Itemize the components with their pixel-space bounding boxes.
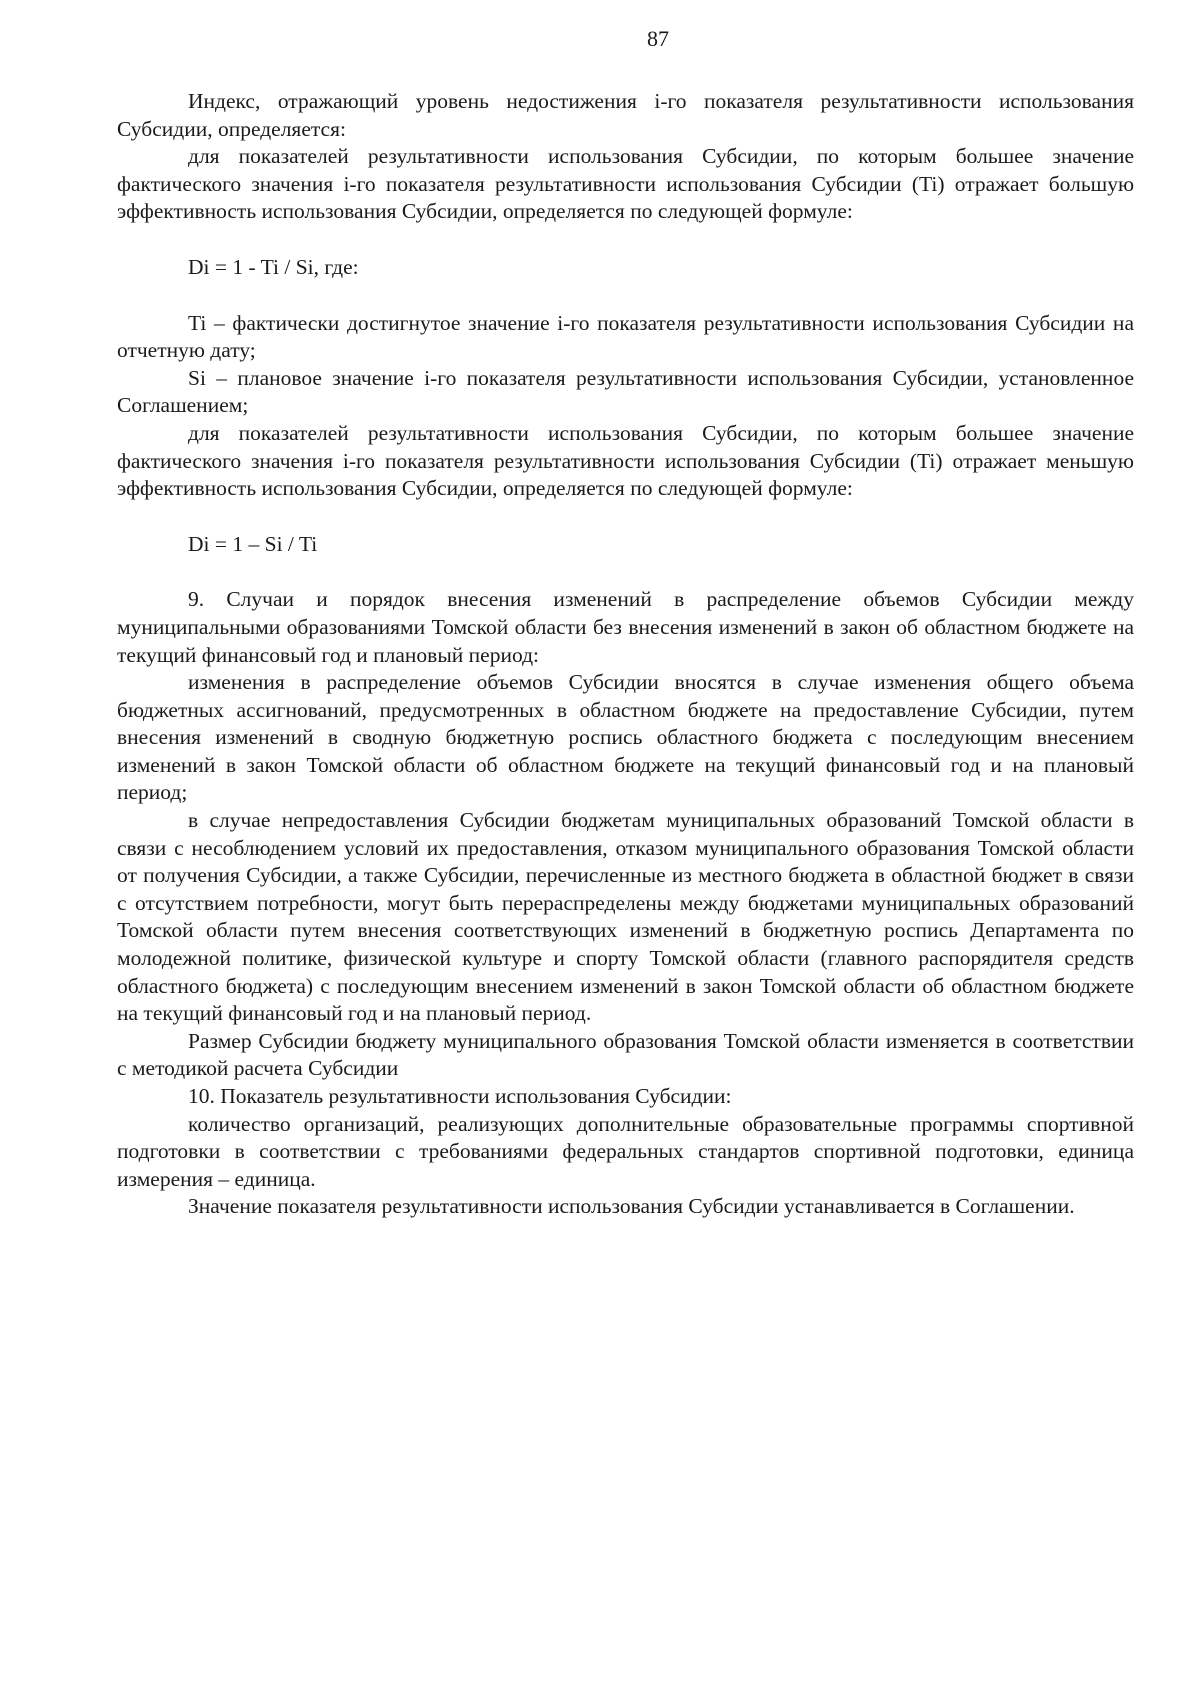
paragraph-changes-distribution: изменения в распределение объемов Субсидии вносятся в случае изменения общего объема бюджетных ассигнований, предусмотренных в областном бюджете на предоставление Субсидии, путем внесения изменений в сводную бюджетную роспись областного бюджета с последующим внесением изменений в закон Томской области об областном бюджете на текущий финансовый год и на плановый период; <box>117 670 1134 805</box>
paragraph-index-definition: Индекс, отражающий уровень недостижения i-го показателя результативности использования Субсидии, определяется: <box>117 89 1134 141</box>
paragraph-greater-efficiency: для показателей результативности использования Субсидии, по которым большее значение фактического значения i-го показателя результативности использования Субсидии (Ti) отражает большую эффективность использования Субсидии, определяется по следующей формуле: <box>117 144 1134 224</box>
document-body <box>117 88 1134 1221</box>
paragraph-indicator-value: Значение показателя результативности использования Субсидии устанавливается в Соглашении. <box>188 1194 1075 1219</box>
formula-di-1: Di = 1 - Ti / Si, где: <box>188 254 359 279</box>
page-number: 87 <box>647 26 669 51</box>
paragraph-ti-definition: Ti – фактически достигнутое значение i-го показателя результативности использования Субсидии на отчетную дату; <box>117 310 1134 363</box>
paragraph-lesser-efficiency: для показателей результативности использования Субсидии, по которым большее значение фактического значения i-го показателя результативности использования Субсидии (Ti) отражает меньшую эффективность использования Субсидии, определяется по следующей формуле: <box>117 420 1134 501</box>
paragraph-section-10: 10. Показатель результативности использования Субсидии: <box>188 1084 732 1108</box>
paragraph-redistribution: в случае непредоставления Субсидии бюджетам муниципальных образований Томской области в связи с несоблюдением условий их предоставления, отказом муниципального образования Томской области от получения Субсидии, а также Субсидии, перечисленные из местного бюджета в областной бюджет в связи с отсутствием потребности, могут быть перераспределены между бюджетами муниципальных образований Томской области путем внесения соответствующих изменений в бюджетную роспись Департамента по молодежной политике, физической культуре и спорту Томской области (главного распорядителя средств областного бюджета) с последующим внесением изменений в закон Томской области об областном бюджете на текущий финансовый год и на плановый период. <box>117 808 1134 1026</box>
formula-di-2: Di = 1 – Si / Ti <box>188 531 318 556</box>
paragraph-indicator-count: количество организаций, реализующих дополнительные образовательные программы спортивной подготовки в соответствии с требованиями федеральных стандартов спортивной подготовки, единица измерения – единица. <box>117 1111 1134 1191</box>
paragraph-si-definition: Si – плановое значение i-го показателя результативности использования Субсидии, установленное Соглашением; <box>117 365 1134 418</box>
paragraph-subsidy-size: Размер Субсидии бюджету муниципального образования Томской области изменяется в соответствии с методикой расчета Субсидии <box>117 1028 1134 1081</box>
paragraph-section-9: 9. Случаи и порядок внесения изменений в распределение объемов Субсидии между муниципальными образованиями Томской области без внесения изменений в закон об областном бюджете на текущий финансовый год и плановый период: <box>117 587 1134 667</box>
